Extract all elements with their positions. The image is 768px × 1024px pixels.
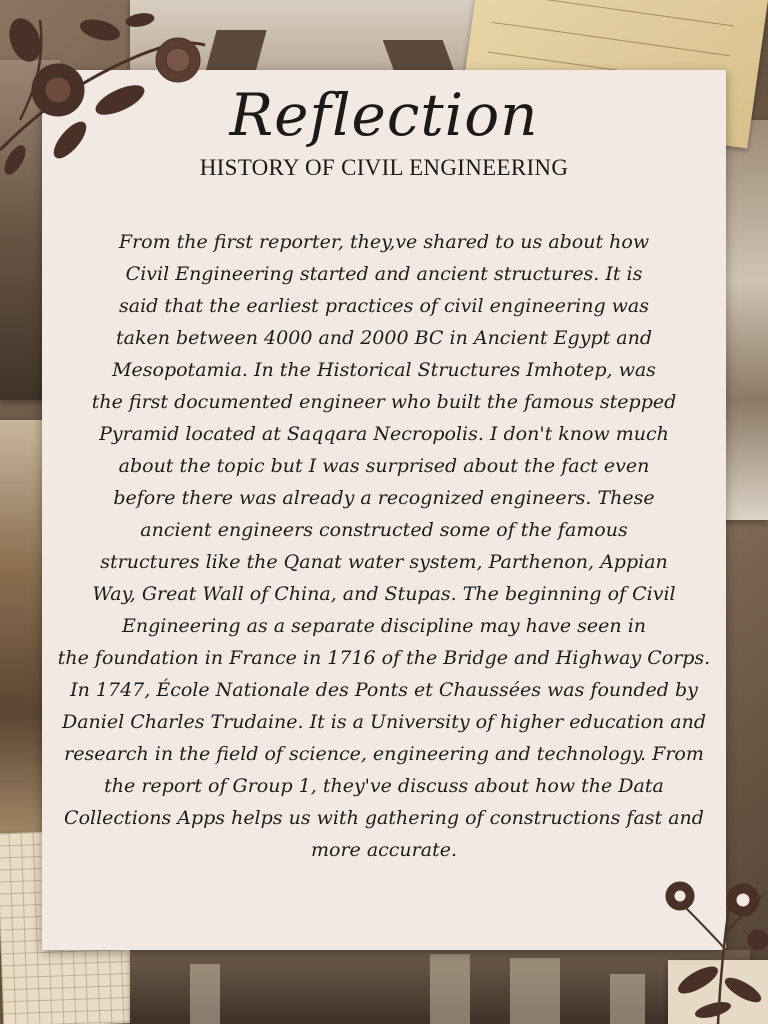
body-line: Engineering as a separate discipline may have seen in <box>121 615 647 637</box>
body-line: Mesopotamia. In the Historical Structures Imhotep, was <box>112 359 656 381</box>
flower-branch-icon <box>0 0 215 175</box>
body-line: the report of Group 1, they've discuss about how the Data <box>104 775 664 797</box>
reflection-body <box>42 226 726 866</box>
body-line: From the first reporter, they,ve shared to us about how <box>118 231 650 253</box>
reflection-card <box>42 70 726 950</box>
body-line: before there was already a recognized engineers. These <box>113 487 655 509</box>
body-line: In 1747, École Nationale des Ponts et Chaussées was founded by <box>70 679 698 701</box>
body-line: more accurate. <box>311 839 457 861</box>
body-line: structures like the Qanat water system, Parthenon, Appian <box>100 551 668 573</box>
body-line: Way, Great Wall of China, and Stupas. The beginning of Civil <box>92 583 676 605</box>
body-line: the first documented engineer who built the famous stepped <box>91 391 677 413</box>
body-line: the foundation in France in 1716 of the Bridge and Highway Corps. <box>57 647 711 669</box>
body-line: Civil Engineering started and ancient structures. It is <box>125 263 643 285</box>
body-line: Collections Apps helps us with gathering of constructions fast and <box>64 807 704 829</box>
page-subtitle: HISTORY OF CIVIL ENGINEERING <box>199 155 569 180</box>
body-line: Daniel Charles Trudaine. It is a University of higher education and <box>61 711 707 733</box>
skyline-photo-bottom <box>130 950 750 1024</box>
body-line: ancient engineers constructed some of the famous <box>140 519 628 541</box>
body-line: research in the field of science, engineering and technology. From <box>64 743 704 765</box>
body-line: about the topic but I was surprised about the fact even <box>118 455 650 477</box>
body-line: said that the earliest practices of civil engineering was <box>118 295 649 317</box>
body-line: taken between 4000 and 2000 BC in Ancient Egypt and <box>115 327 653 349</box>
page-title: Reflection <box>229 81 539 149</box>
body-line: Pyramid located at Saqqara Necropolis. I don't know much <box>99 423 669 445</box>
flower-branch-icon <box>658 860 768 1024</box>
